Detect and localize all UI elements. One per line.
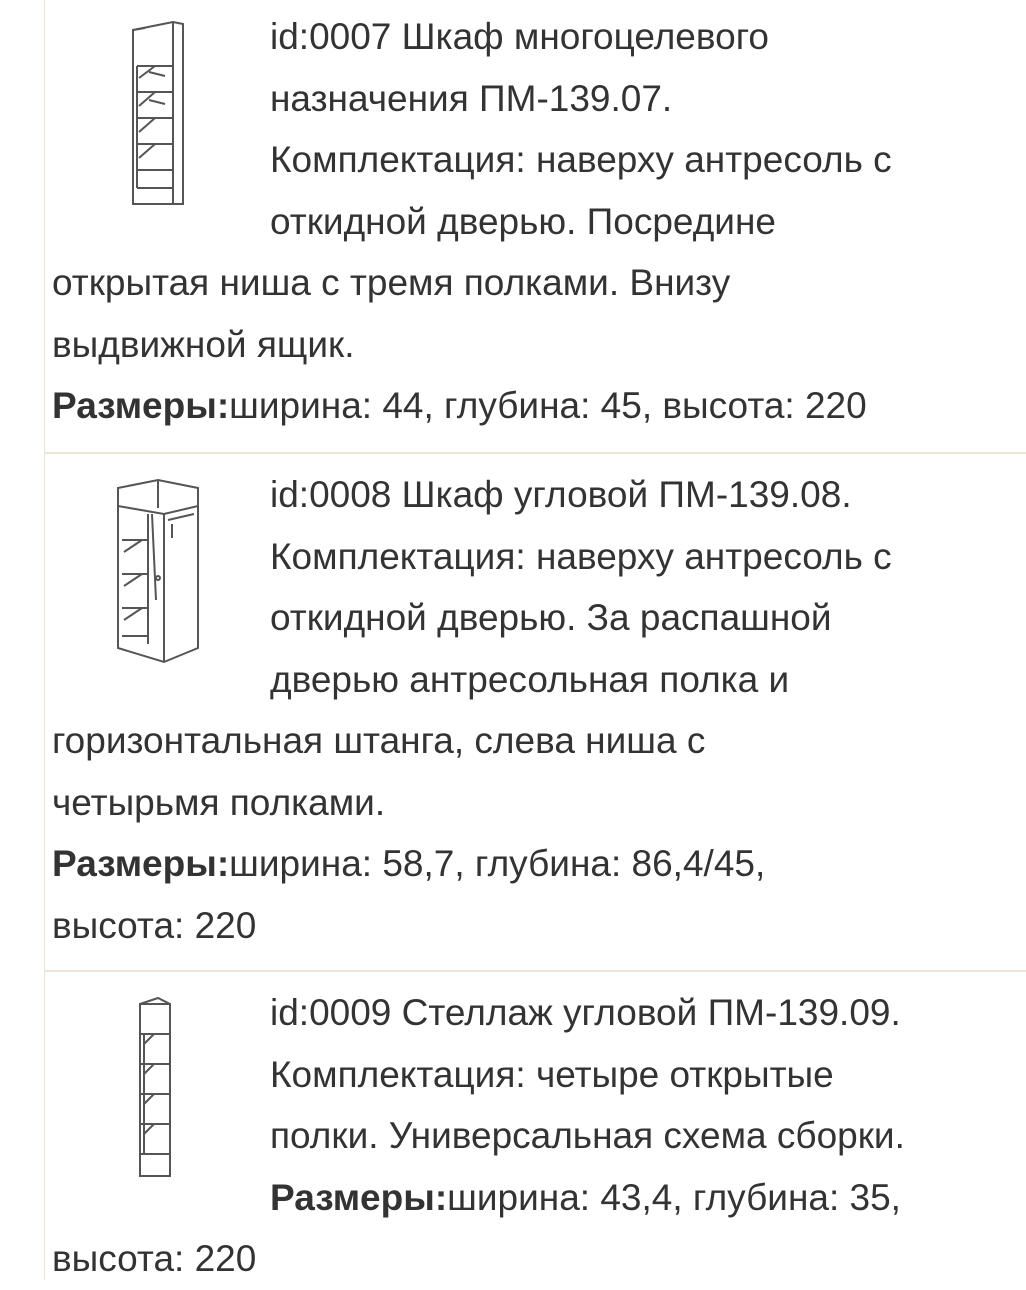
sizes-value-continued: высота: 220 <box>52 1238 257 1279</box>
product-description-line: откидной дверью. Посредине <box>270 200 776 242</box>
product-description-line: открытая ниша с тремя полками. Внизу <box>52 262 731 303</box>
item-divider <box>44 452 1026 454</box>
product-title-line: id:0008 Шкаф угловой ПМ-139.08. <box>270 474 852 515</box>
product-title-line: id:0007 Шкаф многоцелевого <box>270 16 769 57</box>
sizes-value: ширина: 44, глубина: 45, высота: 220 <box>229 385 867 426</box>
sizes-label: Размеры: <box>52 843 230 884</box>
product-description-line: Комплектация: наверху антресоль с <box>270 139 892 180</box>
product-sizes <box>270 1177 901 1218</box>
product-sizes <box>52 375 1012 437</box>
sizes-value: ширина: 43,4, глубина: 35, <box>447 1176 901 1218</box>
sizes-label: Размеры: <box>270 1176 448 1218</box>
product-description-line: выдвижной ящик. <box>52 323 355 365</box>
product-description-line: горизонтальная штанга, слева ниша с <box>52 720 706 761</box>
product-description-line: полки. Универсальная схема сборки. <box>270 1115 905 1156</box>
product-description-line: откидной дверью. За распашной <box>270 597 832 638</box>
product-sizes <box>52 833 1012 895</box>
product-description-line: дверью антресольная полка и <box>270 658 790 700</box>
product-title-line: id:0009 Стеллаж угловой ПМ-139.09. <box>270 992 901 1033</box>
product-description-line: четырьмя полками. <box>52 781 386 823</box>
item-divider <box>44 970 1026 972</box>
product-description-line: Комплектация: наверху антресоль с <box>270 535 892 577</box>
sizes-value-continued: высота: 220 <box>52 904 257 946</box>
product-description-line: Комплектация: четыре открытые <box>270 1053 834 1095</box>
sizes-value: ширина: 58,7, глубина: 86,4/45, <box>229 843 766 884</box>
sizes-label: Размеры: <box>52 385 230 426</box>
product-title-line: назначения ПМ-139.07. <box>270 77 673 119</box>
